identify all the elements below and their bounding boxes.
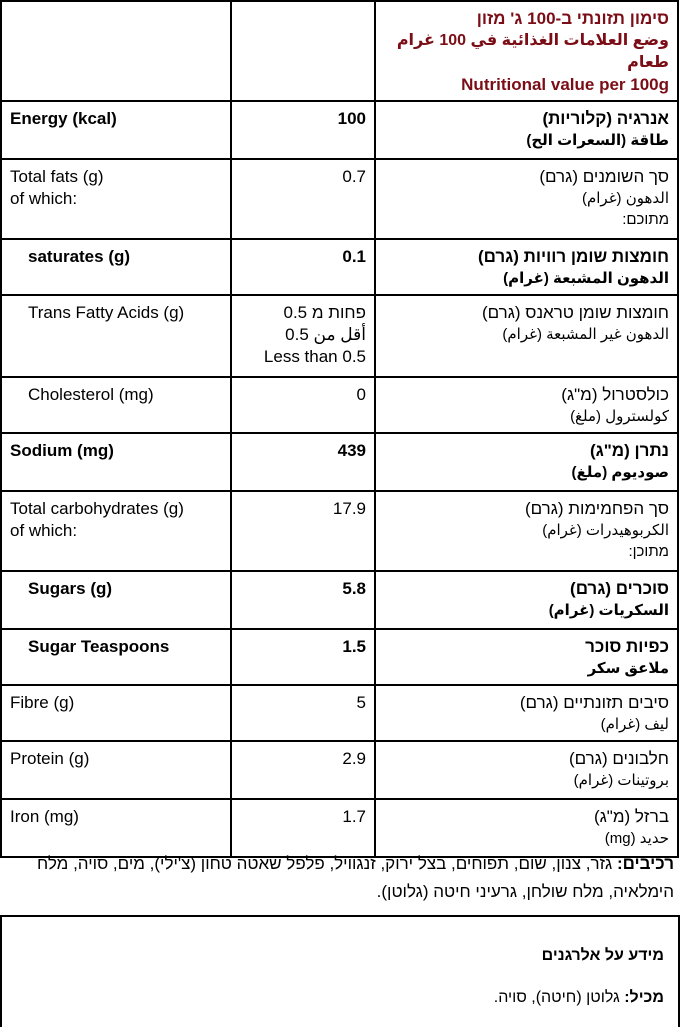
row-value: 0.1: [231, 239, 375, 295]
row-label: Energy (kcal): [1, 101, 231, 159]
row-label-sub: of which:: [10, 189, 78, 208]
row-label-main: Total carbohydrates (g): [10, 499, 184, 518]
table-row: [1, 295, 678, 377]
row-hebrew: חומצות שומן רוויות (גרם): [477, 247, 669, 266]
table-row: [1, 629, 678, 685]
table-row: [1, 741, 678, 799]
row-arabic: ليف (غرام): [600, 716, 669, 733]
row-value: 1.5: [231, 629, 375, 685]
row-hebrew: חומצות שומן טראנס (גרם): [481, 303, 669, 322]
header-row: [1, 1, 678, 101]
row-native-label: [375, 629, 678, 685]
header-arabic: وضع العلامات الغذائية في 100 غرام طعام: [396, 32, 669, 71]
row-label: Sugar Teaspoons: [1, 629, 231, 685]
row-hebrew-sub: מתוכן:: [628, 543, 669, 560]
row-hebrew-sub: מתוכם:: [622, 211, 669, 228]
row-value: 0.7: [231, 159, 375, 239]
row-label: [1, 159, 231, 239]
row-label: Fibre (g): [1, 685, 231, 741]
row-native-label: [375, 799, 678, 857]
row-label: [1, 491, 231, 571]
table-row: [1, 799, 678, 857]
ingredients-text: [14, 850, 674, 906]
table-row: [1, 239, 678, 295]
row-native-label: [375, 433, 678, 491]
row-value-english: Less than 0.5: [263, 347, 366, 366]
allergens-title: מידע על אלרגנים: [541, 947, 664, 964]
row-label: Trans Fatty Acids (g): [1, 295, 231, 377]
row-hebrew: כולסטרול (מ"ג): [561, 385, 669, 404]
row-hebrew: ברזל (מ"ג): [593, 807, 669, 826]
row-native-label: [375, 741, 678, 799]
row-arabic: طاقة (السعرات الح): [526, 132, 669, 149]
row-value: 439: [231, 433, 375, 491]
table-row: [1, 377, 678, 433]
ingredients-label: רכיבים:: [616, 854, 674, 873]
header-english: Nutritional value per 100g: [461, 75, 669, 94]
row-arabic: السكريات (غرام): [548, 602, 669, 619]
row-hebrew: סך השומנים (גרם): [539, 167, 669, 186]
row-label: Cholesterol (mg): [1, 377, 231, 433]
row-arabic: صوديوم (ملغ): [571, 464, 669, 481]
row-label: saturates (g): [1, 239, 231, 295]
row-hebrew: סך הפחמימות (גרם): [524, 499, 669, 518]
row-label: Sugars (g): [1, 571, 231, 629]
row-label: Sodium (mg): [1, 433, 231, 491]
row-value: 5: [231, 685, 375, 741]
table-row: [1, 685, 678, 741]
row-hebrew: נתרן (מ"ג): [589, 441, 669, 460]
row-native-label: [375, 159, 678, 239]
row-arabic: حديد (mg): [604, 830, 669, 847]
table-row: [1, 491, 678, 571]
row-native-label: [375, 295, 678, 377]
header-empty-cell: [231, 1, 375, 101]
row-value-arabic: أقل من 0.5: [285, 325, 366, 344]
row-label: Iron (mg): [1, 799, 231, 857]
row-arabic: بروتينات (غرام): [573, 772, 669, 789]
row-hebrew: סיבים תזונתיים (גרם): [519, 693, 669, 712]
row-native-label: [375, 101, 678, 159]
header-empty-cell: [1, 1, 231, 101]
row-arabic: الدهون (غرام): [581, 190, 669, 207]
row-value: 0: [231, 377, 375, 433]
row-label: Protein (g): [1, 741, 231, 799]
row-native-label: [375, 491, 678, 571]
row-value: 2.9: [231, 741, 375, 799]
row-arabic: ملاعق سكر: [587, 660, 669, 677]
row-value-hebrew: פחות מ 0.5: [283, 303, 366, 322]
row-native-label: [375, 377, 678, 433]
row-value: [231, 295, 375, 377]
row-value: 100: [231, 101, 375, 159]
row-hebrew: כפיות סוכר: [585, 637, 669, 656]
row-arabic: الدهون غير المشبعة (غرام): [502, 326, 669, 343]
allergens-contains-label: מכיל:: [624, 989, 664, 1006]
table-row: [1, 101, 678, 159]
row-hebrew: אנרגיה (קלוריות): [542, 109, 669, 128]
row-hebrew: חלבונים (גרם): [569, 749, 669, 768]
row-native-label: [375, 239, 678, 295]
row-native-label: [375, 571, 678, 629]
row-value: 5.8: [231, 571, 375, 629]
row-arabic: كولسترول (ملغ): [570, 408, 669, 425]
row-hebrew: סוכרים (גרם): [570, 579, 669, 598]
header-cell: [375, 1, 678, 101]
row-arabic: الدهون المشبعة (غرام): [503, 270, 669, 287]
table-row: [1, 571, 678, 629]
row-label-main: Total fats (g): [10, 167, 104, 186]
row-label-sub: of which:: [10, 521, 78, 540]
allergens-contains: [494, 989, 664, 1007]
row-arabic: الكربوهيدرات (غرام): [542, 522, 669, 539]
ingredients-list: גזר, צנון, שום, תפוחים, בצל ירוק, זנגוויל, פלפל שאטה טחון (צ'ילי), מים, סויה, מלח הימלאיה, מלח שולחן, גרעיני חיטה (גלוטן).: [36, 854, 674, 901]
allergens-box: [0, 915, 680, 1027]
row-value: 17.9: [231, 491, 375, 571]
row-value: 1.7: [231, 799, 375, 857]
row-native-label: [375, 685, 678, 741]
table-row: [1, 159, 678, 239]
header-hebrew: סימון תזונתי ב-100 ג' מזון: [476, 9, 669, 28]
allergens-contains-text: גלוטן (חיטה), סויה.: [493, 989, 625, 1006]
table-row: [1, 433, 678, 491]
